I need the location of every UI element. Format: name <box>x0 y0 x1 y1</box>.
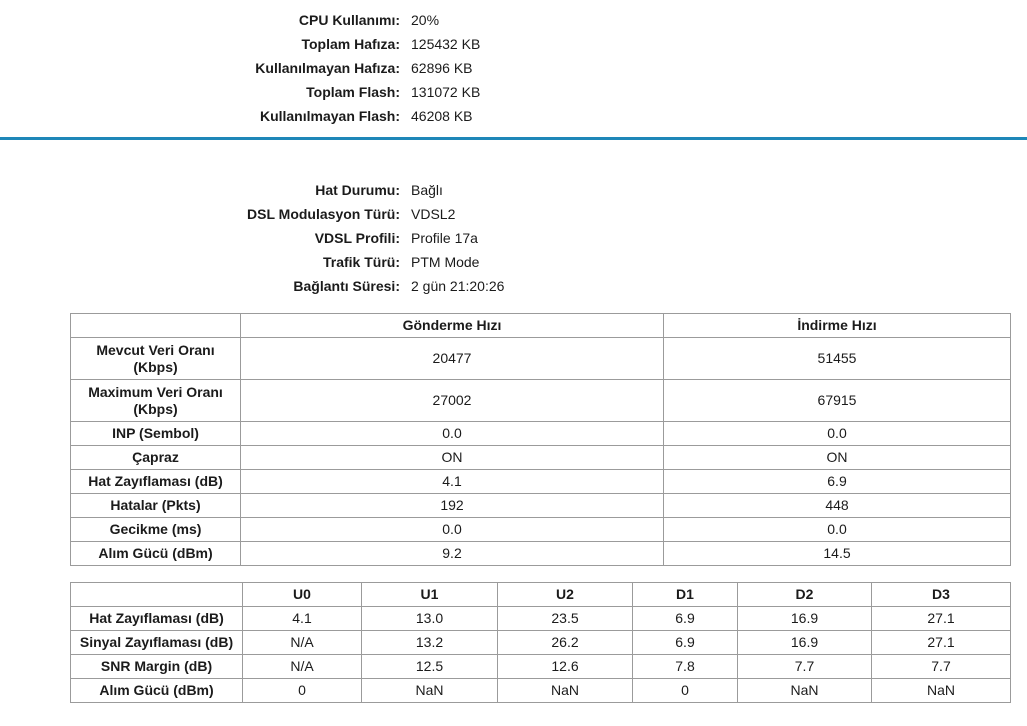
cell-current-rate-down: 51455 <box>664 338 1011 380</box>
table-row <box>71 338 1011 380</box>
cell-inp-down: 0.0 <box>664 422 1011 446</box>
system-info-row <box>0 8 1027 32</box>
uptime-value: 2 gün 21:20:26 <box>411 278 505 294</box>
dsl-info-row <box>0 202 1027 226</box>
cell-signal-atten-d3: 27.1 <box>872 631 1011 655</box>
band-d2-header: D2 <box>738 583 872 607</box>
table-row <box>71 446 1011 470</box>
cell-power-d3: NaN <box>872 679 1011 703</box>
dsl-info-row <box>0 226 1027 250</box>
band-table <box>70 582 1011 703</box>
system-info-row <box>0 104 1027 128</box>
total-flash-value: 131072 KB <box>411 84 481 100</box>
cell-delay-up: 0.0 <box>241 518 664 542</box>
uptime-label: Bağlantı Süresi: <box>293 278 400 294</box>
free-flash-value: 46208 KB <box>411 108 473 124</box>
rate-table <box>70 313 1011 566</box>
row-label-cell: Sinyal Zayıflaması (dB) <box>71 631 243 655</box>
cell-max-rate-up: 27002 <box>241 380 664 422</box>
dsl-info-row <box>0 274 1027 298</box>
row-label-cell: Mevcut Veri Oranı (Kbps) <box>71 338 241 380</box>
cell-line-atten-d1: 6.9 <box>633 607 738 631</box>
dsl-info-row <box>0 178 1027 202</box>
total-memory-value: 125432 KB <box>411 36 481 52</box>
total-memory-label: Toplam Hafıza: <box>301 36 400 52</box>
total-flash-label: Toplam Flash: <box>306 84 400 100</box>
cell-line-atten-d3: 27.1 <box>872 607 1011 631</box>
cell-line-atten-down: 6.9 <box>664 470 1011 494</box>
cell-power-u1: NaN <box>362 679 498 703</box>
system-info-row <box>0 56 1027 80</box>
cell-snr-d3: 7.7 <box>872 655 1011 679</box>
table-row <box>71 470 1011 494</box>
cell-current-rate-up: 20477 <box>241 338 664 380</box>
row-label-cell: Alım Gücü (dBm) <box>71 542 241 566</box>
cell-signal-atten-u0: N/A <box>243 631 362 655</box>
cell-signal-atten-d2: 16.9 <box>738 631 872 655</box>
cell-power-u0: 0 <box>243 679 362 703</box>
dsl-info-row <box>0 250 1027 274</box>
cell-signal-atten-d1: 6.9 <box>633 631 738 655</box>
cell-snr-d2: 7.7 <box>738 655 872 679</box>
cell-line-atten-u0: 4.1 <box>243 607 362 631</box>
cell-trellis-down: ON <box>664 446 1011 470</box>
line-status-value: Bağlı <box>411 182 443 198</box>
cell-line-atten-d2: 16.9 <box>738 607 872 631</box>
cell-errors-down: 448 <box>664 494 1011 518</box>
band-table-corner-cell <box>71 583 243 607</box>
band-u2-header: U2 <box>498 583 633 607</box>
cell-trellis-up: ON <box>241 446 664 470</box>
cell-line-atten-u2: 23.5 <box>498 607 633 631</box>
cell-power-down: 14.5 <box>664 542 1011 566</box>
row-label-cell: Hat Zayıflaması (dB) <box>71 470 241 494</box>
table-row <box>71 494 1011 518</box>
row-label-cell: Hatalar (Pkts) <box>71 494 241 518</box>
system-info-row <box>0 32 1027 56</box>
cell-delay-down: 0.0 <box>664 518 1011 542</box>
table-row <box>71 679 1011 703</box>
downstream-rate-header: İndirme Hızı <box>664 314 1011 338</box>
cell-snr-u0: N/A <box>243 655 362 679</box>
cell-line-atten-up: 4.1 <box>241 470 664 494</box>
cell-line-atten-u1: 13.0 <box>362 607 498 631</box>
band-table-header-row <box>71 583 1011 607</box>
cell-max-rate-down: 67915 <box>664 380 1011 422</box>
traffic-type-label: Trafik Türü: <box>322 254 400 270</box>
upstream-rate-header: Gönderme Hızı <box>241 314 664 338</box>
cpu-usage-value: 20% <box>411 12 440 28</box>
vdsl-profile-value: Profile 17a <box>411 230 478 246</box>
row-label-cell: Maximum Veri Oranı (Kbps) <box>71 380 241 422</box>
dsl-info-section <box>0 178 1027 298</box>
row-label-cell: Hat Zayıflaması (dB) <box>71 607 243 631</box>
free-memory-value: 62896 KB <box>411 60 473 76</box>
table-row <box>71 607 1011 631</box>
table-row <box>71 542 1011 566</box>
table-row <box>71 655 1011 679</box>
cell-signal-atten-u1: 13.2 <box>362 631 498 655</box>
free-memory-label: Kullanılmayan Hafıza: <box>255 60 400 76</box>
table-row <box>71 422 1011 446</box>
cell-snr-d1: 7.8 <box>633 655 738 679</box>
dsl-modulation-value: VDSL2 <box>411 206 456 222</box>
table-row <box>71 631 1011 655</box>
band-d1-header: D1 <box>633 583 738 607</box>
system-info-section <box>0 0 1027 128</box>
vdsl-profile-label: VDSL Profili: <box>314 230 400 246</box>
cell-errors-up: 192 <box>241 494 664 518</box>
rate-table-header-row <box>71 314 1011 338</box>
cell-power-d2: NaN <box>738 679 872 703</box>
row-label-cell: INP (Sembol) <box>71 422 241 446</box>
table-row <box>71 380 1011 422</box>
cell-power-u2: NaN <box>498 679 633 703</box>
band-u0-header: U0 <box>243 583 362 607</box>
section-divider <box>0 137 1027 140</box>
free-flash-label: Kullanılmayan Flash: <box>259 108 400 124</box>
cpu-usage-label: CPU Kullanımı: <box>298 12 400 28</box>
dsl-modulation-label: DSL Modulasyon Türü: <box>247 206 400 222</box>
cell-snr-u1: 12.5 <box>362 655 498 679</box>
row-label-cell: Alım Gücü (dBm) <box>71 679 243 703</box>
cell-power-d1: 0 <box>633 679 738 703</box>
rate-table-corner-cell <box>71 314 241 338</box>
table-row <box>71 518 1011 542</box>
row-label-cell: SNR Margin (dB) <box>71 655 243 679</box>
band-d3-header: D3 <box>872 583 1011 607</box>
row-label-cell: Gecikme (ms) <box>71 518 241 542</box>
traffic-type-value: PTM Mode <box>411 254 480 270</box>
band-u1-header: U1 <box>362 583 498 607</box>
cell-power-up: 9.2 <box>241 542 664 566</box>
row-label-cell: Çapraz <box>71 446 241 470</box>
line-status-label: Hat Durumu: <box>315 182 400 198</box>
cell-snr-u2: 12.6 <box>498 655 633 679</box>
cell-inp-up: 0.0 <box>241 422 664 446</box>
cell-signal-atten-u2: 26.2 <box>498 631 633 655</box>
system-info-row <box>0 80 1027 104</box>
